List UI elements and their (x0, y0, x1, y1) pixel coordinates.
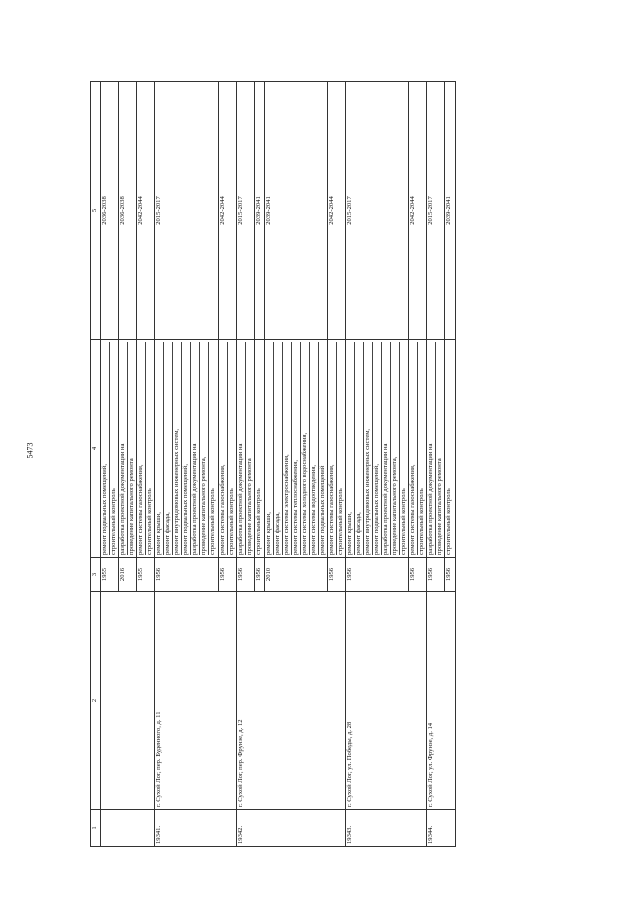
work-line: ремонт крыши, (265, 342, 274, 555)
work-types (119, 340, 137, 558)
work-types (409, 340, 427, 558)
work-line: ремонт подвальных помещений, (182, 342, 191, 555)
table-row (346, 82, 409, 847)
work-types (427, 340, 445, 558)
work-line: ремонт системы электроснабжения, (283, 342, 292, 555)
work-types (236, 340, 254, 558)
repair-period: 2042-2044 (409, 82, 427, 340)
work-line: строительный контроль (418, 488, 426, 555)
repair-period: 2015-2017 (155, 82, 218, 340)
work-types (101, 340, 119, 558)
work-line: строительный контроль (110, 488, 118, 555)
work-types (327, 340, 345, 558)
work-types (254, 340, 264, 558)
work-line: ремонт крыши, (155, 342, 164, 555)
work-line: проведение капитального ремонта (128, 458, 136, 555)
repair-period: 2042-2044 (137, 82, 155, 340)
work-line: разработка проектной документации на (427, 342, 436, 555)
work-line: строительный контроль (445, 488, 453, 555)
construction-year: 1956 (218, 558, 236, 592)
repair-period: 2042-2044 (327, 82, 345, 340)
work-line: ремонт внутридомовых инженерных систем, (173, 342, 182, 555)
table-row (101, 82, 119, 847)
address: г. Сухой Лог, ул. Фрунзе, д. 14 (427, 592, 455, 810)
header-row (91, 82, 101, 847)
work-line: ремонт системы газоснабжения, (328, 342, 337, 555)
construction-year: 1956 (254, 558, 264, 592)
work-line: строительный контроль (146, 488, 154, 555)
work-line: проведение капитального ремонта (436, 458, 444, 555)
row-number (101, 810, 155, 847)
work-line: ремонт подвальных помещений (318, 465, 326, 555)
repair-period: 2015-2017 (346, 82, 409, 340)
work-line: ремонт подвальных помещений, (101, 342, 110, 555)
header-col-3: 3 (91, 558, 101, 592)
address (101, 592, 155, 810)
repair-period: 2036-2038 (119, 82, 137, 340)
repair-period: 2039-2041 (254, 82, 264, 340)
work-line: строительный контроль (209, 488, 217, 555)
header-col-1: 1 (91, 810, 101, 847)
address: г. Сухой Лог, пер. Буденного, д. 11 (155, 592, 236, 810)
repair-period: 2039-2041 (445, 82, 455, 340)
work-line: ремонт внутридомовых инженерных систем, (364, 342, 373, 555)
row-number: 19341. (155, 810, 236, 847)
construction-year: 1956 (346, 558, 409, 592)
repair-period: 2042-2044 (218, 82, 236, 340)
work-line: ремонт фасада, (274, 342, 283, 555)
construction-year: 1956 (155, 558, 218, 592)
row-number: 19342. (236, 810, 345, 847)
work-line: ремонт фасада, (164, 342, 173, 555)
address: г. Сухой Лог, ул. Победы, д. 28 (346, 592, 427, 810)
work-line: ремонт системы теплоснабжения, (292, 342, 301, 555)
construction-year: 2016 (119, 558, 137, 592)
header-col-2: 2 (91, 592, 101, 810)
repair-period: 2015-2017 (427, 82, 445, 340)
work-line: ремонт системы водоотведения, (310, 342, 319, 555)
work-line: ремонт системы холодного водоснабжения, (301, 342, 310, 555)
work-line: разработка проектной документации на (382, 342, 391, 555)
work-line: разработка проектной документации на (119, 342, 128, 555)
work-line: ремонт системы газоснабжения, (219, 342, 228, 555)
page-number: 5473 (25, 442, 35, 459)
table-row (155, 82, 218, 847)
work-line: ремонт системы газоснабжения, (137, 342, 146, 555)
work-line: строительный контроль (400, 488, 408, 555)
rotated-table-container (90, 82, 565, 847)
table-row (236, 82, 254, 847)
work-line: ремонт системы газоснабжения, (409, 342, 418, 555)
work-line: строительный контроль (336, 488, 344, 555)
repair-period: 2039-2041 (264, 82, 327, 340)
construction-year: 1956 (409, 558, 427, 592)
construction-year: 2010 (264, 558, 327, 592)
work-types (137, 340, 155, 558)
row-number: 19344. (427, 810, 455, 847)
work-line: проведение капитального ремонта, (200, 342, 209, 555)
work-line: проведение капитального ремонта (245, 458, 253, 555)
repair-period: 2015-2017 (236, 82, 254, 340)
work-line: разработка проектной документации на (237, 342, 246, 555)
construction-year: 1956 (236, 558, 254, 592)
work-line: строительный контроль (227, 488, 235, 555)
repair-period: 2036-2038 (101, 82, 119, 340)
work-line: ремонт подвальных помещений, (373, 342, 382, 555)
work-line: строительный контроль (254, 488, 262, 555)
work-types (445, 340, 455, 558)
work-types (155, 340, 218, 558)
header-col-4: 4 (91, 340, 101, 558)
row-number: 19343. (346, 810, 427, 847)
work-types (264, 340, 327, 558)
work-line: ремонт крыши, (346, 342, 355, 555)
work-line: проведение капитального ремонта, (391, 342, 400, 555)
construction-year: 1955 (137, 558, 155, 592)
capital-repair-table (90, 81, 456, 847)
work-line: разработка проектной документации на (191, 342, 200, 555)
construction-year: 1956 (427, 558, 445, 592)
header-col-5: 5 (91, 82, 101, 340)
work-types (346, 340, 409, 558)
work-types (218, 340, 236, 558)
construction-year: 1956 (445, 558, 455, 592)
work-line: ремонт фасада, (355, 342, 364, 555)
construction-year: 1956 (327, 558, 345, 592)
construction-year: 1955 (101, 558, 119, 592)
table-row (427, 82, 445, 847)
address: г. Сухой Лог, пер. Фрунзе, д. 12 (236, 592, 345, 810)
